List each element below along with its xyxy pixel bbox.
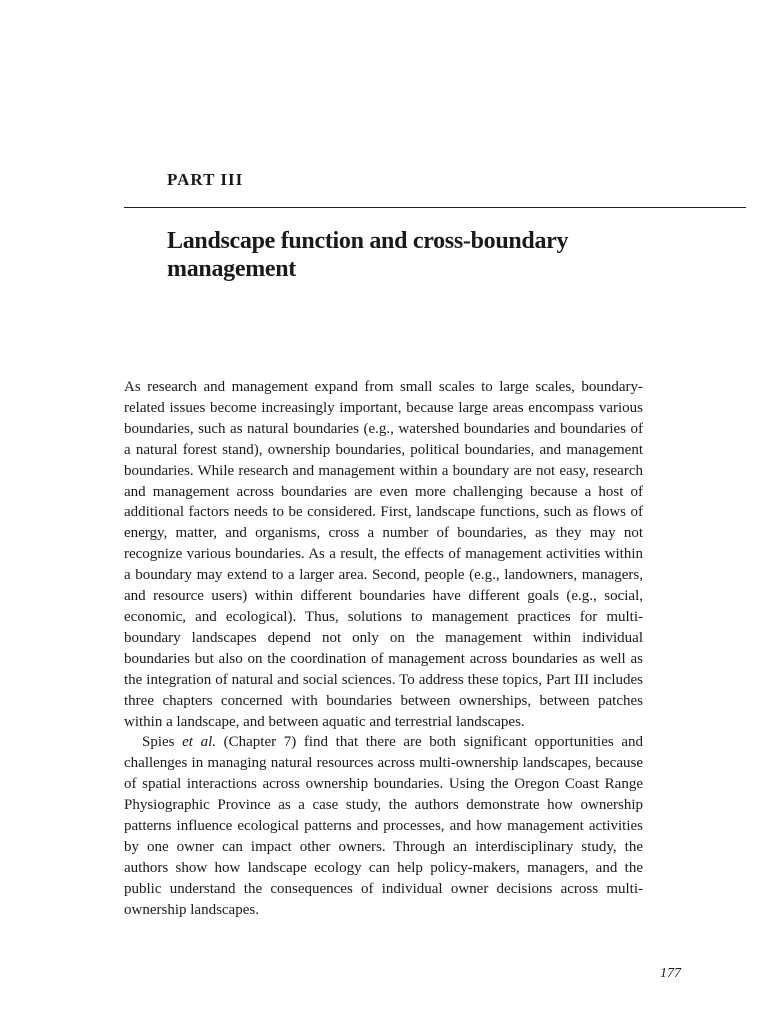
paragraph-1: As research and management expand from small scales to large scales, boundary-related issues become increasingly important, because large areas encompass various boundaries, such as natural boundaries (e.g., watershed boundaries and boundaries of a natural forest stand), ownership boundaries, political boundaries, and management boundaries. While research and management within a boundary are not easy, research and management across boundaries are even more challenging because a host of additional factors needs to be considered. First, landscape functions, such as flows of energy, matter, and organisms, cross a number of boundaries, as they may not recognize various boundaries. As a result, the effects of management activities within a boundary may extend to a larger area. Second, people (e.g., landowners, managers, and resource users) within different boundaries have different goals (e.g., social, economic, and ecological). Thus, solutions to management practices for multi-boundary landscapes depend not only on the management within individual boundaries but also on the coordination of management across boundaries as well as the integration of natural and social sciences. To address these topics, Part III includes three chapters concerned with boundaries between ownerships, between patches within a landscape, and between aquatic and terrestrial landscapes.	[124, 379, 643, 730]
body-text	[124, 377, 643, 921]
part-title: Landscape function and cross-boundary management	[167, 228, 569, 282]
page-number: 177	[660, 966, 681, 981]
paragraph-2	[124, 732, 643, 920]
section-divider	[124, 207, 746, 208]
paragraph-2-text: (Chapter 7) find that there are both significant opportunities and challenges in managing natural resources across multi-ownership landscapes, because of spatial interactions across ownership boundaries. Using the Oregon Coast Range Physiographic Province as a case study, the authors demonstrate how ownership patterns influence ecological patterns and processes, and how management activities by one owner can impact other owners. Through an interdisciplinary study, the authors show how landscape ecology can help policy-makers, managers, and the public understand the consequences of individual owner decisions across multi-ownership landscapes.	[124, 734, 643, 918]
part-label: PART III	[167, 170, 244, 189]
paragraph-2-emphasis: et al.	[182, 734, 217, 751]
paragraph-2-lead: Spies	[142, 734, 183, 751]
